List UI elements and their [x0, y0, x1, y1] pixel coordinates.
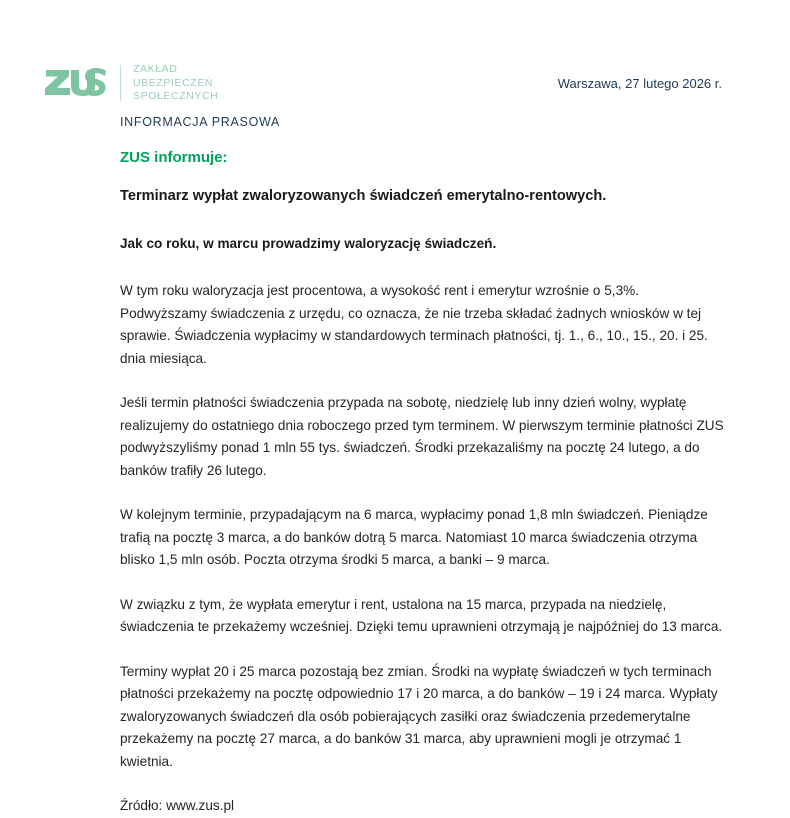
body-paragraph: Terminy wypłat 20 i 25 marca pozostają bez zmian. Środki na wypłatę świadczeń w tych terminach płatności przekażemy na pocztę odpowiednio 17 i 20 marca, a do banków – 19 i 24 marca. Wypłaty zwaloryzowanych świadczeń dla osób pobierających zasiłki oraz świadczenia przedemerytalne przekażemy na pocztę 27 marca, a do banków 31 marca, aby uprawnieni mogli je otrzymać 1 kwietnia.: [120, 663, 718, 769]
zus-logo-wordmark: [133, 63, 218, 104]
document-date: Warszawa, 27 lutego 2026 r.: [557, 76, 722, 91]
body-paragraph: W tym roku waloryzacja jest procentowa, a wysokość rent i emerytur wzrośnie o 5,3%. Podwyższamy świadczenia z urzędu, co oznacza, że nie trzeba składać żadnych wniosków w tej sprawie. Świadczenia wypłacimy w standardowych terminach płatności, tj. 1., 6., 10., 15., 20. i 25. dnia miesiąca.: [120, 283, 708, 366]
page-title: Terminarz wypłat zwaloryzowanych świadczeń emerytalno-rentowych.: [120, 188, 607, 204]
press-release-label: INFORMACJA PRASOWA: [120, 115, 281, 129]
body-paragraph: W związku z tym, że wypłata emerytur i rent, ustalona na 15 marca, przypada na niedzielę, świadczenia te przekażemy wcześniej. Dzięki temu uprawnieni otrzymają je najpóźniej do 13 marca.: [120, 596, 723, 634]
logo-word-line-2: UBEZPIECZEŃ: [133, 76, 214, 89]
body-paragraph: W kolejnym terminie, przypadającym na 6 marca, wypłacimy ponad 1,8 mln świadczeń. Pieniądze trafią na pocztę 3 marca, a do banków dotrą 5 marca. Natomiast 10 marca świadczenia otrzyma blisko 1,5 mln osób. Poczta otrzyma środki 5 marca, a banki – 9 marca.: [120, 507, 708, 567]
logo-word-line-3: SPOŁECZNYCH: [133, 90, 219, 102]
lede-paragraph: Jak co roku, w marcu prowadzimy waloryzację świadczeń.: [120, 236, 497, 251]
document-header: [0, 0, 790, 140]
kicker-heading: ZUS informuje:: [120, 149, 228, 166]
logo-word-line-1: ZAKŁAD: [133, 63, 178, 75]
document-content: [120, 148, 724, 818]
logo-divider: [120, 65, 121, 101]
source-line: Źródło: www.zus.pl: [120, 798, 235, 813]
zus-logo-icon: [44, 66, 106, 100]
zus-logo-block: [44, 63, 218, 104]
body-paragraph: Jeśli termin płatności świadczenia przypada na sobotę, niedzielę lub inny dzień wolny, wypłatę realizujemy do ostatniego dnia roboczego przed tym terminem. W pierwszym terminie płatności ZUS podwyższyliśmy ponad 1 mln 55 tys. świadczeń. Środki przekazaliśmy na pocztę 24 lutego, a do banków trafiły 26 lutego.: [120, 395, 724, 478]
